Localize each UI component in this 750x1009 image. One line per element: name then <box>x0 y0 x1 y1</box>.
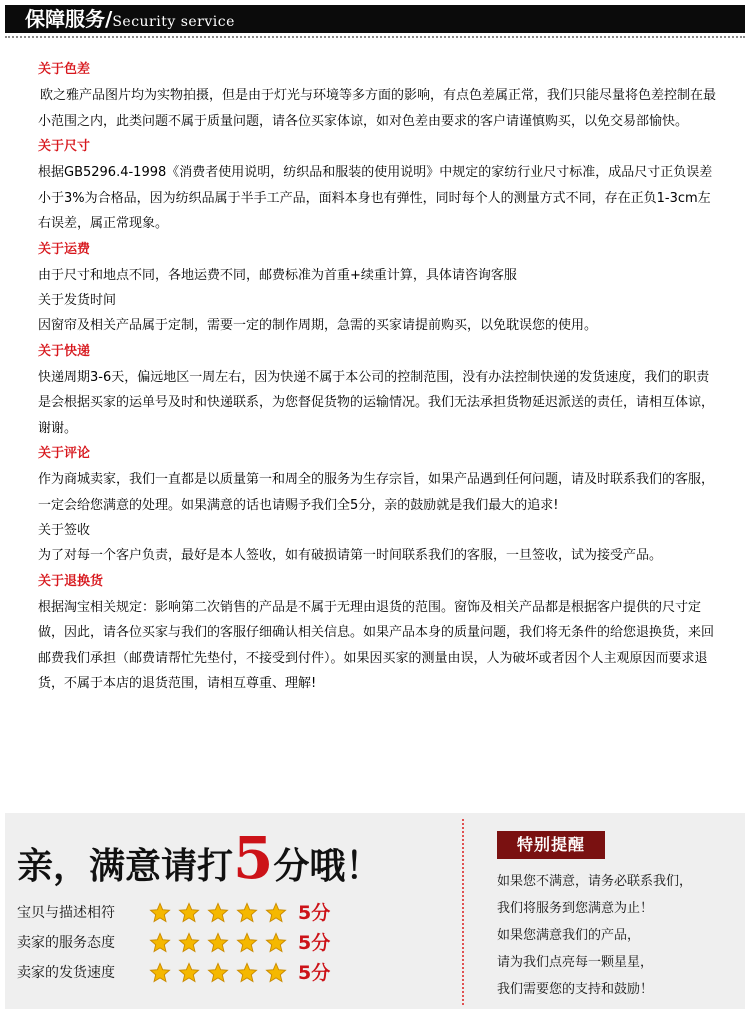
section-paragraph: 欧之雅产品图片均为实物拍摄，但是由于灯光与环境等多方面的影响，有点色差属正常，我们只能尽量将色差控制在最小范围之内，此类问题不属于质量问题，请各位买家体谅，如对色差由要求的客户请谨慎购买，以免交易部愉快。 <box>38 88 717 129</box>
star-icon <box>265 932 287 954</box>
section-paragraph: 根据GB5296.4-1998《消费者使用说明，纺织品和服装的使用说明》中规定的家纺行业尺寸标准，成品尺寸正负误差小于3%为合格品，因为纺织品属于半手工产品，面料本身也有弹性，同时每个人的测量方式不同，存在正负1-3cm左右误差，属正常现象。 <box>38 165 713 231</box>
notice-line: 请为我们点亮每一颗星星， <box>497 955 654 970</box>
star-rating <box>149 959 294 987</box>
slogan-number: 5 <box>233 824 274 892</box>
section-title: 关于退换货 <box>38 573 104 589</box>
notice-line: 我们将服务到您满意为止！ <box>497 901 654 916</box>
section-title: 关于运费 <box>38 241 91 257</box>
section-paragraph: 作为商城卖家，我们一直都是以质量第一和周全的服务为生存宗旨，如果产品遇到任何问题，请及时联系我们的客服，一定会给您满意的处理。如果满意的话也请赐予我们全5分，亲的鼓励就是我们最大的追求! <box>38 472 715 513</box>
header-title <box>25 5 235 33</box>
rating-label: 宝贝与描述相符 <box>17 905 115 921</box>
section-subtitle: 关于发货时间 <box>38 293 117 308</box>
section-title: 关于尺寸 <box>38 139 91 154</box>
header-bar <box>5 5 745 33</box>
star-icon <box>265 962 287 984</box>
rating-label: 卖家的服务态度 <box>17 935 115 951</box>
star-icon <box>207 932 229 954</box>
section-express <box>38 339 718 442</box>
header-title-en: Security service <box>112 14 235 30</box>
rating-label: 卖家的发货速度 <box>17 965 115 981</box>
rating-row-delivery <box>17 959 330 987</box>
star-icon <box>207 902 229 924</box>
section-paragraph: 快递周期3-6天，偏远地区一周左右，因为快递不属于本公司的控制范围，没有办法控制快递的发货速度，我们的职责是会根据买家的运单号及时和快递联系，为您督促货物的运输情况。我们无法承担货物延迟派送的责任，请相互体谅，谢谢。 <box>38 369 715 436</box>
star-icon <box>149 902 171 924</box>
slogan-suffix: 分哦！ <box>273 845 382 887</box>
star-rating <box>149 929 294 957</box>
section-title: 关于快递 <box>38 343 91 359</box>
section-paragraph: 为了对每一个客户负责，最好是本人签收，如有破损请第一时间联系我们的客服，一旦签收，试为接受产品。 <box>38 548 663 563</box>
star-icon <box>207 962 229 984</box>
rating-score: 5分 <box>298 932 331 954</box>
section-returns <box>38 569 718 697</box>
star-icon <box>149 962 171 984</box>
section-shipping-fee <box>38 237 718 339</box>
notice-line: 如果您不满意，请务必联系我们， <box>497 874 693 889</box>
star-rating <box>149 899 294 927</box>
notice-line: 我们需要您的支持和鼓励！ <box>497 982 654 997</box>
section-paragraph: 因窗帘及相关产品属于定制，需要一定的制作周期，急需的买家请提前购买，以免耽误您的使用。 <box>38 318 598 333</box>
section-title: 关于色差 <box>38 62 91 77</box>
footer-divider <box>462 819 464 1005</box>
star-icon <box>265 902 287 924</box>
star-icon <box>178 962 200 984</box>
section-subtitle: 关于签收 <box>38 523 91 538</box>
star-icon <box>236 932 258 954</box>
notice-badge: 特别提醒 <box>497 831 605 859</box>
section-paragraph: 由于尺寸和地点不同，各地运费不同，邮费标准为首重+续重计算，具体请咨询客服 <box>38 267 517 283</box>
star-icon <box>178 932 200 954</box>
rating-row-description <box>17 899 330 927</box>
rating-row-service <box>17 929 330 957</box>
header-title-cn: 保障服务/ <box>25 7 113 31</box>
rating-slogan <box>17 824 382 893</box>
star-icon <box>236 962 258 984</box>
slogan-prefix: 亲，满意请打 <box>17 845 234 887</box>
star-icon <box>236 902 258 924</box>
section-size <box>38 134 718 237</box>
service-content <box>38 57 718 697</box>
rating-score: 5分 <box>298 962 331 984</box>
section-reviews <box>38 441 718 569</box>
notice-line: 如果您满意我们的产品， <box>497 928 641 943</box>
star-icon <box>149 932 171 954</box>
rating-footer <box>5 813 745 1009</box>
rating-score: 5分 <box>298 902 331 924</box>
section-color-difference <box>38 57 718 134</box>
section-title: 关于评论 <box>38 446 91 461</box>
section-paragraph: 根据淘宝相关规定：影响第二次销售的产品是不属于无理由退货的范围。窗饰及相关产品都是根据客户提供的尺寸定做，因此，请各位买家与我们的客服仔细确认相关信息。如果产品本身的质量问题，我们将无条件的给您退换货，来回邮费我们承担（邮费请帮忙先垫付，不接受到付件）。如果因买家的测量由误，人为破坏或者因个人主观原因而要求退货，不属于本店的退货范围，请相互尊重、理解! <box>38 599 715 691</box>
star-icon <box>178 902 200 924</box>
header-divider <box>5 36 745 38</box>
notice-text <box>497 868 745 1003</box>
